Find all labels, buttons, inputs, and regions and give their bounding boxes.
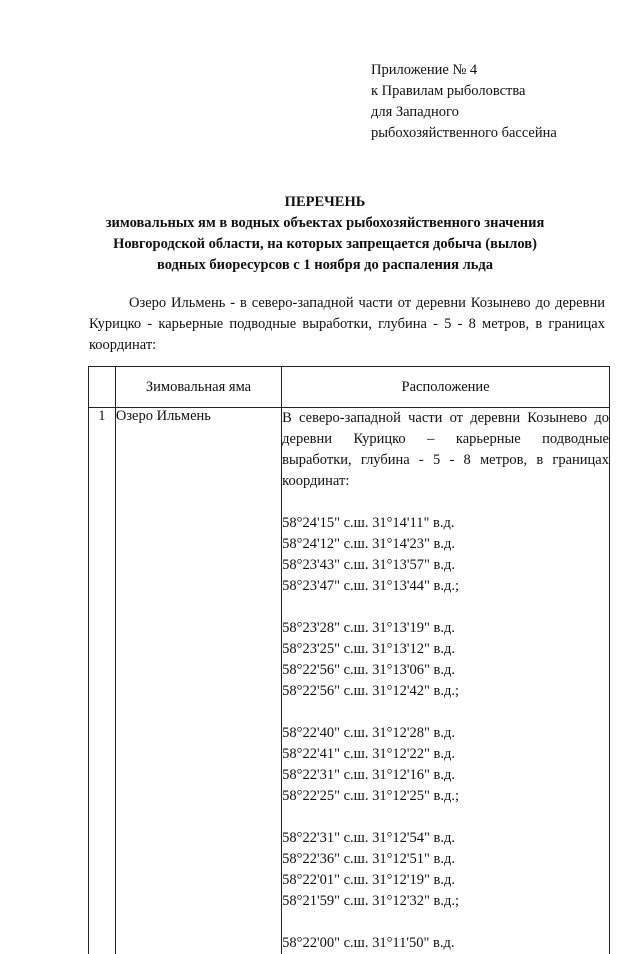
coordinate: 58°22'41" с.ш. 31°12'22" в.д. <box>282 744 609 765</box>
header-location: Расположение <box>282 367 610 408</box>
coordinate: 58°22'56" с.ш. 31°12'42" в.д.; <box>282 681 609 702</box>
appendix-line: для Западного <box>371 102 601 123</box>
row-number: 1 <box>89 408 116 954</box>
coordinate: 58°22'01" с.ш. 31°12'19" в.д. <box>282 870 609 891</box>
appendix-line: рыбохозяйственного бассейна <box>371 123 601 144</box>
row-pit-name: Озеро Ильмень <box>115 408 281 954</box>
header-pit: Зимовальная яма <box>115 367 281 408</box>
coordinate: 58°22'25" с.ш. 31°12'25" в.д.; <box>282 786 609 807</box>
coordinate: 58°23'47" с.ш. 31°13'44" в.д.; <box>282 576 609 597</box>
coordinate: 58°22'31" с.ш. 31°12'16" в.д. <box>282 765 609 786</box>
coordinate-group <box>282 828 609 912</box>
coordinate: 58°23'43" с.ш. 31°13'57" в.д. <box>282 555 609 576</box>
title-sub-line: Новгородской области, на которых запрещается добыча (вылов) <box>40 234 610 255</box>
coordinate: 58°24'15" с.ш. 31°14'11" в.д. <box>282 513 609 534</box>
title-main: ПЕРЕЧЕНЬ <box>40 192 610 213</box>
coordinate: 58°21'59" с.ш. 31°12'32" в.д.; <box>282 891 609 912</box>
coordinate-group <box>282 723 609 807</box>
coordinate: 58°22'00" с.ш. 31°11'50" в.д. <box>282 933 609 954</box>
coordinate: 58°24'12" с.ш. 31°14'23" в.д. <box>282 534 609 555</box>
wintering-pits-table <box>88 366 610 954</box>
header-number <box>89 367 116 408</box>
coordinate: 58°23'25" с.ш. 31°13'12" в.д. <box>282 639 609 660</box>
coordinate: 58°22'31" с.ш. 31°12'54" в.д. <box>282 828 609 849</box>
title-sub-line: зимовальных ям в водных объектах рыбохозяйственного значения <box>40 213 610 234</box>
coordinate: 58°22'36" с.ш. 31°12'51" в.д. <box>282 849 609 870</box>
appendix-header <box>371 60 601 144</box>
coordinate-group <box>282 933 609 954</box>
appendix-line: к Правилам рыболовства <box>371 81 601 102</box>
location-description: В северо-западной части от деревни Козынево до деревни Курицко – карьерные подводные выработки, глубина - 5 - 8 метров, в границах координат: <box>282 408 609 492</box>
table-row <box>89 408 610 954</box>
coordinate: 58°23'28" с.ш. 31°13'19" в.д. <box>282 618 609 639</box>
table-header-row <box>89 367 610 408</box>
coordinate-group <box>282 513 609 597</box>
coordinate-group <box>282 618 609 702</box>
title-sub-line: водных биоресурсов с 1 ноября до распаления льда <box>40 255 610 276</box>
coordinate: 58°22'56" с.ш. 31°13'06" в.д. <box>282 660 609 681</box>
appendix-line: Приложение № 4 <box>371 60 601 81</box>
row-location <box>282 408 610 954</box>
coordinate: 58°22'40" с.ш. 31°12'28" в.д. <box>282 723 609 744</box>
intro-paragraph: Озеро Ильмень - в северо-западной части от деревни Козынево до деревни Курицко - карьерные подводные выработки, глубина - 5 - 8 метров, в границах координат: <box>89 293 605 356</box>
document-title <box>40 192 610 276</box>
